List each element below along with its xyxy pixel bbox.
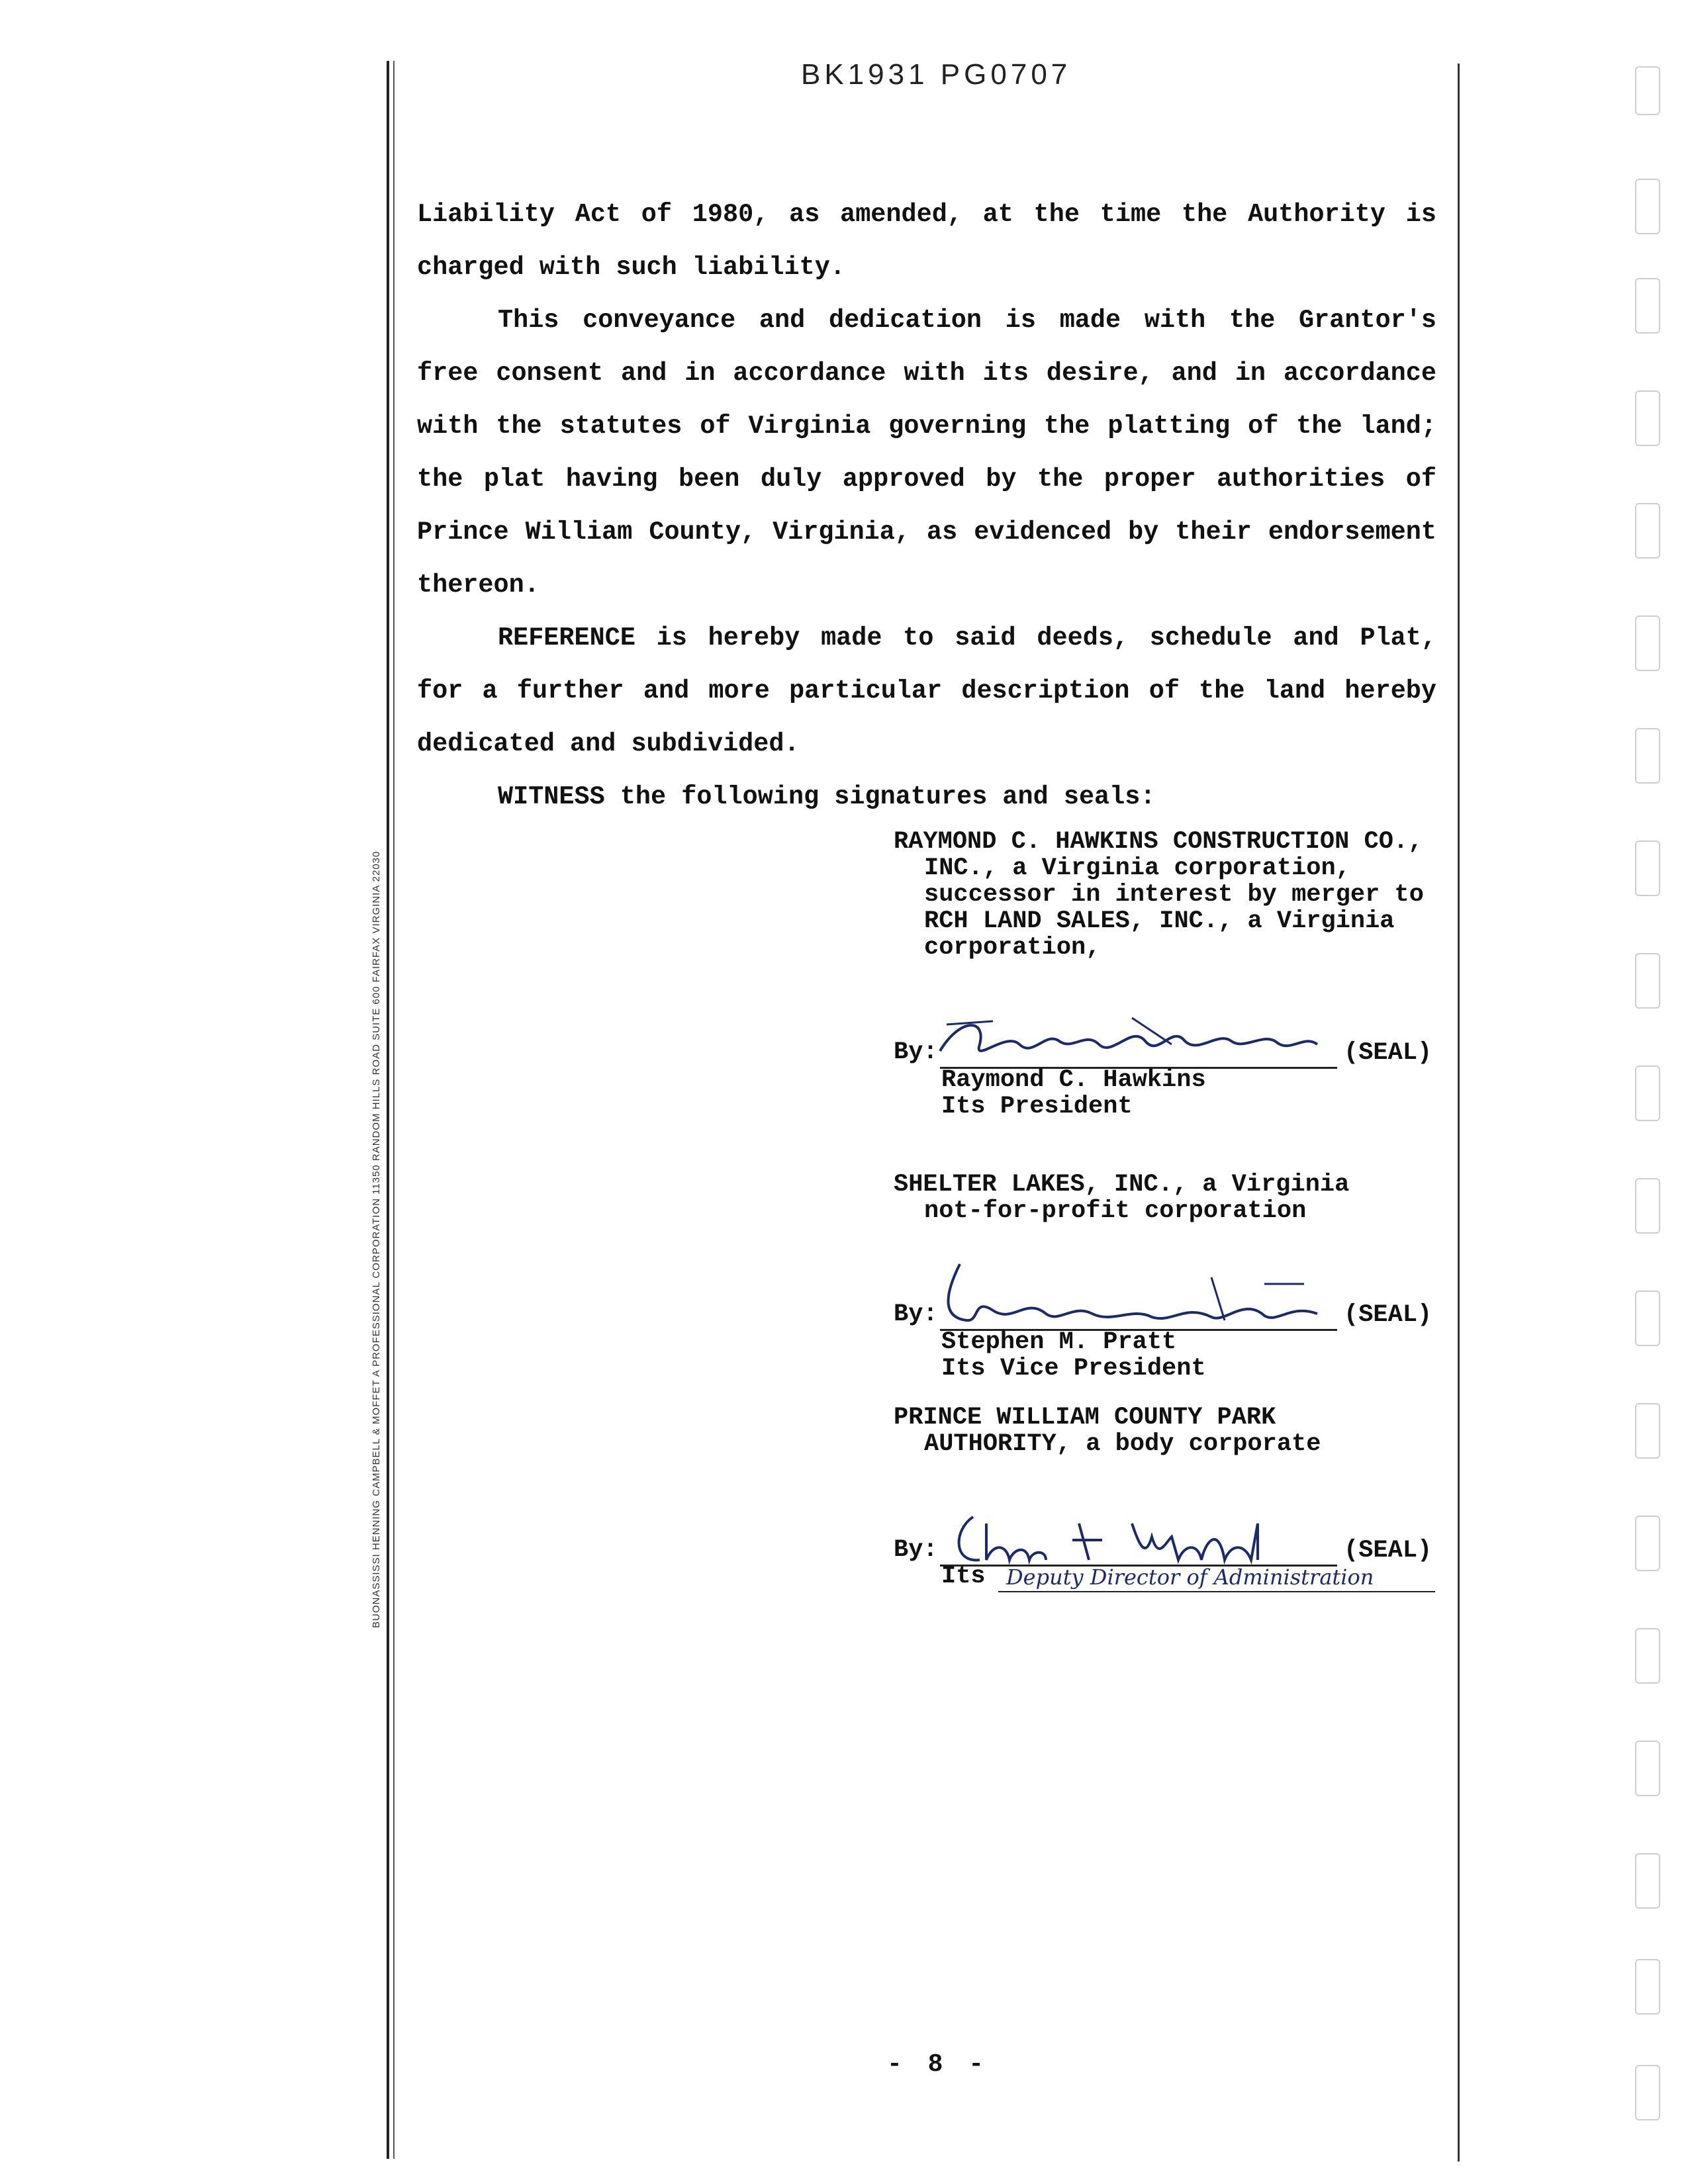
seal-label: (SEAL) xyxy=(1344,1301,1432,1329)
body-line: thereon. xyxy=(417,570,539,600)
margin-mark xyxy=(1635,1178,1660,1234)
body-line: WITNESS the following signatures and seals: xyxy=(498,782,1156,811)
left-margin-rule xyxy=(387,61,389,2159)
signer-title: Its Vice President xyxy=(941,1355,1206,1383)
entity-line: RAYMOND C. HAWKINS CONSTRUCTION CO., xyxy=(894,828,1423,856)
book-page-stamp: BK1931 PG0707 xyxy=(801,58,1072,91)
page-number: - 8 - xyxy=(887,2050,990,2079)
body-line: Liability Act of 1980, as amended, at the time the Authority is xyxy=(417,200,1436,229)
margin-mark xyxy=(1635,66,1660,115)
margin-mark xyxy=(1635,953,1660,1009)
body-line: dedicated and subdivided. xyxy=(417,729,800,758)
margin-mark xyxy=(1635,1959,1660,2015)
signer-name: Stephen M. Pratt xyxy=(941,1328,1177,1356)
body-line: This conveyance and dedication is made with the Grantor's xyxy=(498,306,1436,335)
entity-line: PRINCE WILLIAM COUNTY PARK xyxy=(894,1404,1276,1432)
margin-mark xyxy=(1635,1741,1660,1796)
handwritten-signature xyxy=(933,1257,1331,1330)
margin-mark xyxy=(1635,1628,1660,1684)
margin-mark xyxy=(1635,503,1660,559)
signer-title: Its President xyxy=(941,1093,1133,1120)
entity-line: AUTHORITY, a body corporate xyxy=(924,1430,1321,1458)
entity-line: successor in interest by merger to xyxy=(924,881,1424,909)
body-text xyxy=(417,188,1436,823)
body-line: free consent and in accordance with its desire, and in accordance xyxy=(417,359,1436,388)
margin-mark xyxy=(1635,179,1660,234)
seal-label: (SEAL) xyxy=(1344,1039,1432,1067)
margin-mark xyxy=(1635,728,1660,784)
signatory-entity-1 xyxy=(894,829,1424,961)
title-prefix: Its xyxy=(941,1563,986,1590)
right-margin-rule xyxy=(1458,64,1460,2161)
by-label: By: xyxy=(894,1038,938,1066)
left-margin-rule-inner xyxy=(393,61,395,2159)
margin-mark xyxy=(1635,1853,1660,1909)
body-line: for a further and more particular description of the land hereby xyxy=(417,676,1436,705)
by-label: By: xyxy=(894,1300,938,1328)
title-line xyxy=(998,1591,1435,1592)
margin-mark xyxy=(1635,1291,1660,1346)
body-line: Prince William County, Virginia, as evidenced by their endorsement xyxy=(417,518,1436,547)
handwritten-signature xyxy=(947,1497,1317,1570)
entity-line: corporation, xyxy=(924,934,1101,962)
law-firm-imprint: BUONASSISSI HENNING CAMPBELL & MOFFET A PROFESSIONAL CORPORATION 11350 RANDOM HILLS ROAD SUITE 600 FAIRFAX VIRGINIA 22030 xyxy=(371,850,382,1628)
entity-line: INC., a Virginia corporation, xyxy=(924,854,1350,882)
body-line: the plat having been duly approved by the proper authorities of xyxy=(417,465,1436,494)
margin-mark xyxy=(1635,1403,1660,1459)
margin-mark xyxy=(1635,615,1660,671)
signer-name: Raymond C. Hawkins xyxy=(941,1066,1206,1094)
by-label: By: xyxy=(894,1536,938,1564)
margin-mark xyxy=(1635,1066,1660,1121)
margin-mark xyxy=(1635,841,1660,896)
signatory-entity-2 xyxy=(894,1171,1349,1224)
handwritten-title: Deputy Director of Administration xyxy=(1006,1565,1374,1590)
body-line: REFERENCE is hereby made to said deeds, schedule and Plat, xyxy=(498,623,1436,653)
entity-line: RCH LAND SALES, INC., a Virginia xyxy=(924,907,1395,935)
margin-mark xyxy=(1635,1516,1660,1571)
entity-line: SHELTER LAKES, INC., a Virginia xyxy=(894,1171,1350,1199)
signatory-entity-3 xyxy=(894,1404,1321,1457)
margin-mark xyxy=(1635,390,1660,446)
body-line: with the statutes of Virginia governing the platting of the land; xyxy=(417,412,1436,441)
handwritten-signature xyxy=(933,1005,1331,1071)
body-line: charged with such liability. xyxy=(417,253,845,282)
seal-label: (SEAL) xyxy=(1344,1537,1432,1565)
margin-mark xyxy=(1635,278,1660,334)
margin-mark xyxy=(1635,2065,1660,2120)
entity-line: not-for-profit corporation xyxy=(924,1197,1307,1225)
